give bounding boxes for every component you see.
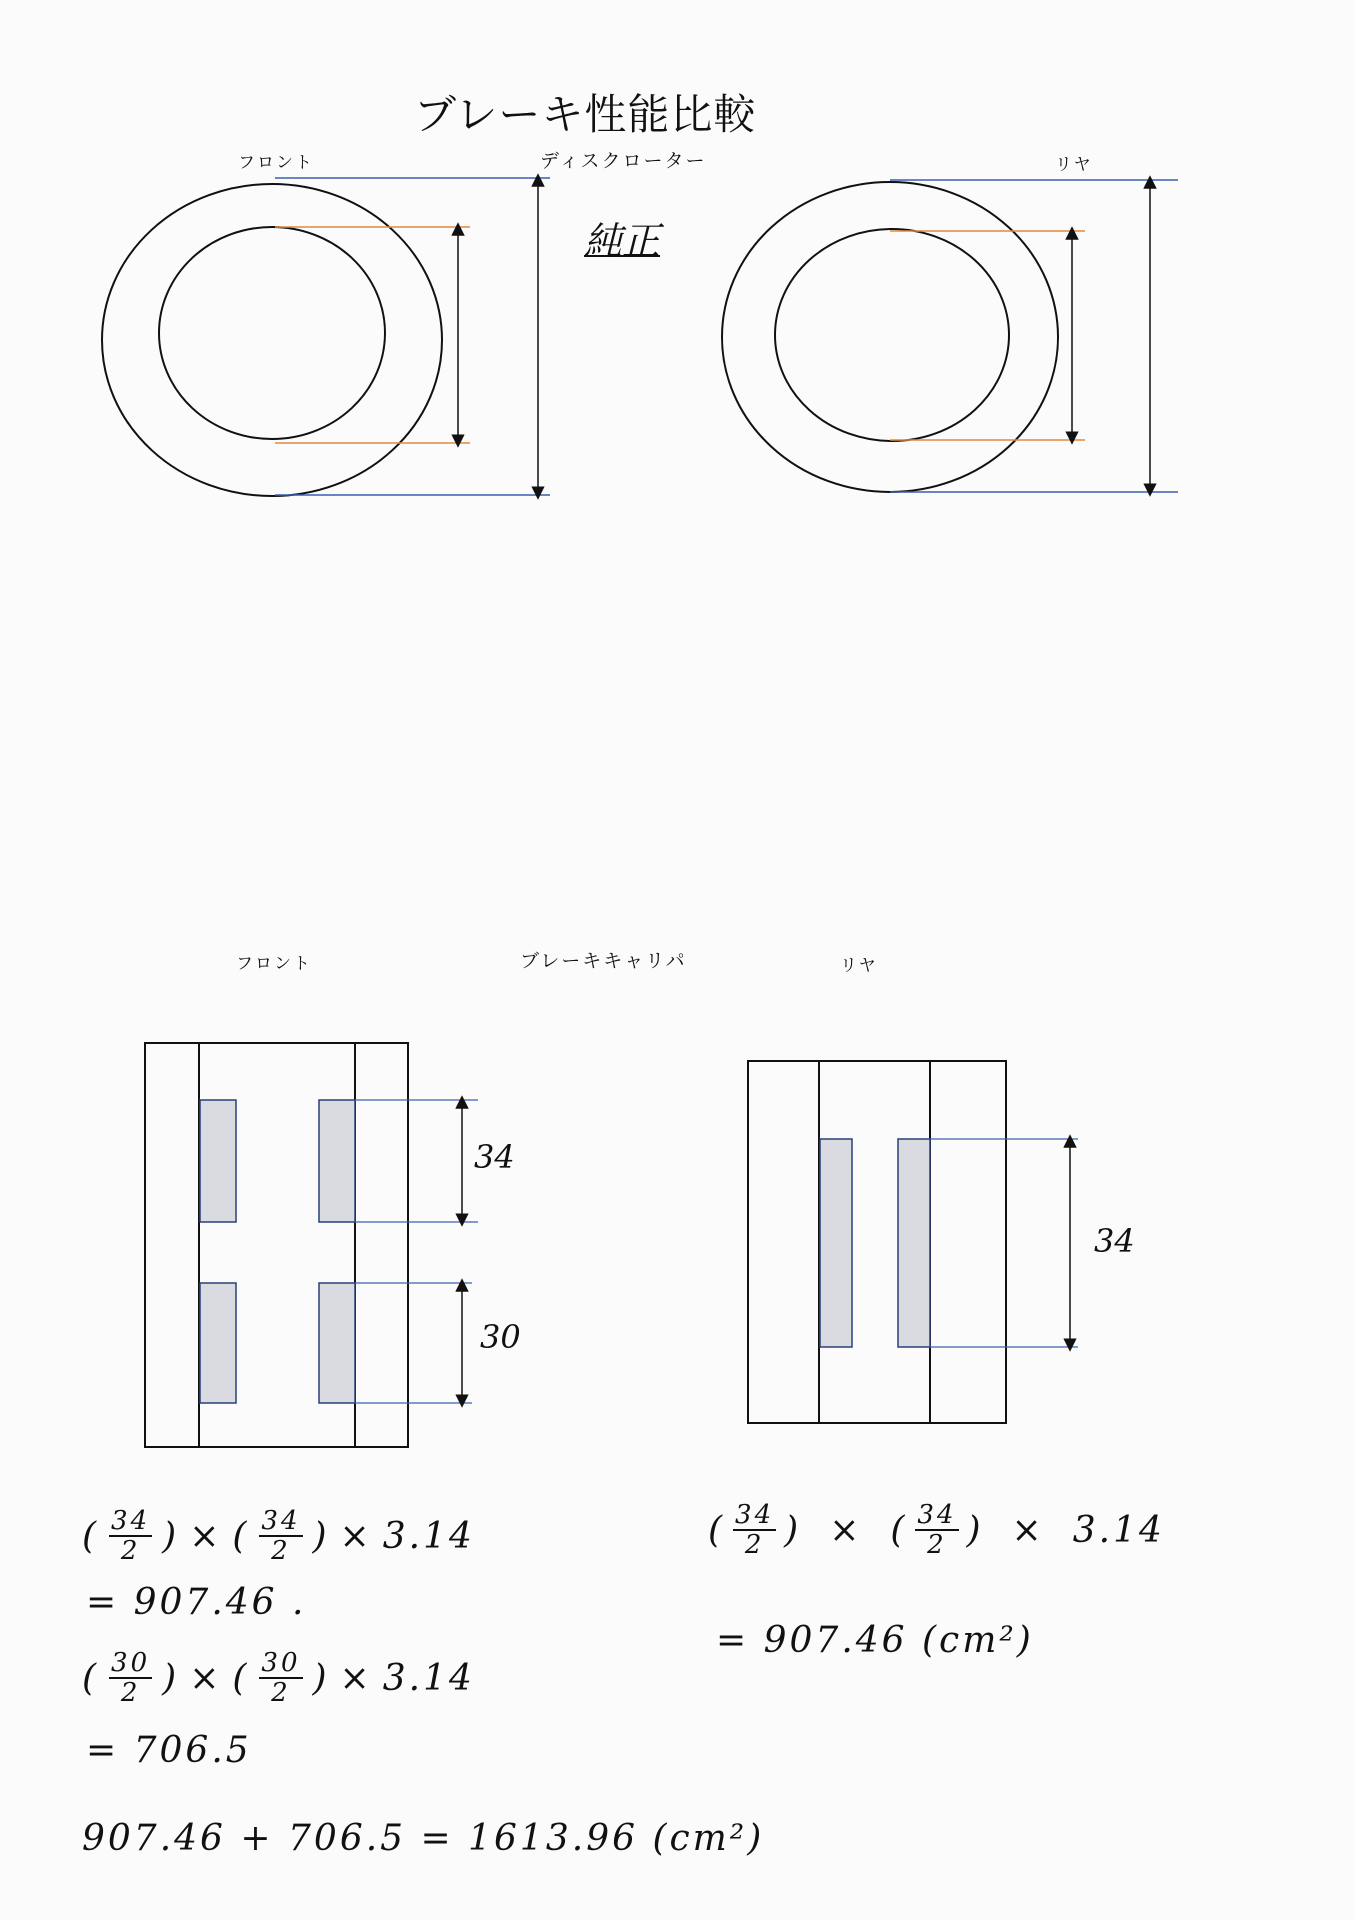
caliper-front-label: フロント — [236, 954, 312, 974]
rear-piston-left — [820, 1139, 852, 1347]
rear-caliper — [748, 1061, 1078, 1423]
fraction-numerator: 30 — [111, 1648, 151, 1678]
pi-value: 3.14 — [1072, 1509, 1165, 1551]
rear-calc-term2 — [890, 1502, 983, 1558]
front-piston-lower-right — [319, 1283, 355, 1403]
paren-close: ) — [312, 1515, 330, 1557]
paren-open: ( — [890, 1509, 908, 1551]
fraction-denominator: 2 — [744, 1530, 765, 1560]
fraction — [259, 1508, 302, 1564]
front-calc-line1 — [82, 1508, 475, 1564]
fraction — [733, 1502, 776, 1558]
paren-open: ( — [82, 1657, 100, 1699]
front-caliper-dim-upper: 34 — [474, 1138, 515, 1176]
paren-close: ) — [966, 1509, 984, 1551]
times-sign: × — [339, 1657, 373, 1699]
rear-calc-result1: = 907.46 (cm²) — [716, 1620, 1034, 1661]
front-rotor — [102, 178, 550, 496]
fraction-numerator: 30 — [261, 1648, 301, 1678]
paren-close: ) — [162, 1657, 180, 1699]
rotor-rear-label: リヤ — [1055, 155, 1093, 175]
rear-caliper-dim — [1094, 1222, 1135, 1260]
paren-open: ( — [232, 1657, 250, 1699]
rear-rotor — [722, 180, 1178, 492]
times-sign: × — [829, 1509, 863, 1551]
paren-close: ) — [784, 1509, 802, 1551]
rotor-front-label: フロント — [238, 153, 314, 173]
fraction-numerator: 34 — [917, 1500, 957, 1530]
rear-caliper-dim-value: 34 — [1094, 1222, 1135, 1260]
rear-calc-line1 — [708, 1502, 1165, 1558]
front-rotor-outer — [102, 184, 442, 496]
caliper-section-heading: ブレーキキャリパ — [520, 950, 687, 972]
front-calc-line2 — [82, 1650, 475, 1706]
front-caliper — [145, 1043, 478, 1447]
times-sign: × — [189, 1515, 223, 1557]
fraction — [109, 1508, 152, 1564]
rear-rotor-inner — [775, 229, 1009, 441]
pi-value: 3.14 — [382, 1515, 475, 1557]
fraction-denominator: 2 — [927, 1530, 947, 1560]
page-title: ブレーキ性能比較 — [414, 90, 757, 139]
fraction-denominator: 2 — [120, 1536, 141, 1566]
times-sign: × — [339, 1515, 373, 1557]
pi-value: 3.14 — [382, 1657, 475, 1699]
front-rotor-inner — [159, 227, 385, 439]
fraction-denominator: 2 — [120, 1678, 141, 1708]
fraction-numerator: 34 — [261, 1506, 301, 1536]
times-sign: × — [1011, 1509, 1045, 1551]
paren-open: ( — [82, 1515, 100, 1557]
front-caliper-dim-lower: 30 — [480, 1318, 521, 1356]
fraction-denominator: 2 — [271, 1536, 291, 1566]
times-sign: × — [189, 1657, 223, 1699]
handwritten-note-genuine: 純正 — [584, 219, 661, 263]
front-piston-upper-right — [319, 1100, 355, 1222]
rear-caliper-body — [748, 1061, 1006, 1423]
front-calc-total: 907.46 + 706.5 = 1613.96 (cm²) — [82, 1818, 765, 1859]
fraction-numerator: 34 — [735, 1500, 775, 1530]
fraction — [915, 1502, 958, 1558]
fraction-numerator: 34 — [111, 1506, 151, 1536]
fraction-denominator: 2 — [271, 1678, 291, 1708]
caliper-rear-label: リヤ — [840, 956, 878, 976]
front-piston-upper-left — [200, 1100, 236, 1222]
paren-close: ) — [312, 1657, 330, 1699]
rear-piston-right — [898, 1139, 930, 1347]
front-calc-result2: = 706.5 — [86, 1730, 252, 1771]
front-calc-result1: = 907.46 . — [86, 1582, 307, 1623]
rear-calc-term1 — [708, 1502, 801, 1558]
front-piston-lower-left — [200, 1283, 236, 1403]
front-caliper-body — [145, 1043, 408, 1447]
fraction — [109, 1650, 152, 1706]
fraction — [259, 1650, 302, 1706]
paren-open: ( — [232, 1515, 250, 1557]
paren-open: ( — [708, 1509, 726, 1551]
paren-close: ) — [162, 1515, 180, 1557]
rotor-section-heading: ディスクローター — [540, 150, 707, 172]
